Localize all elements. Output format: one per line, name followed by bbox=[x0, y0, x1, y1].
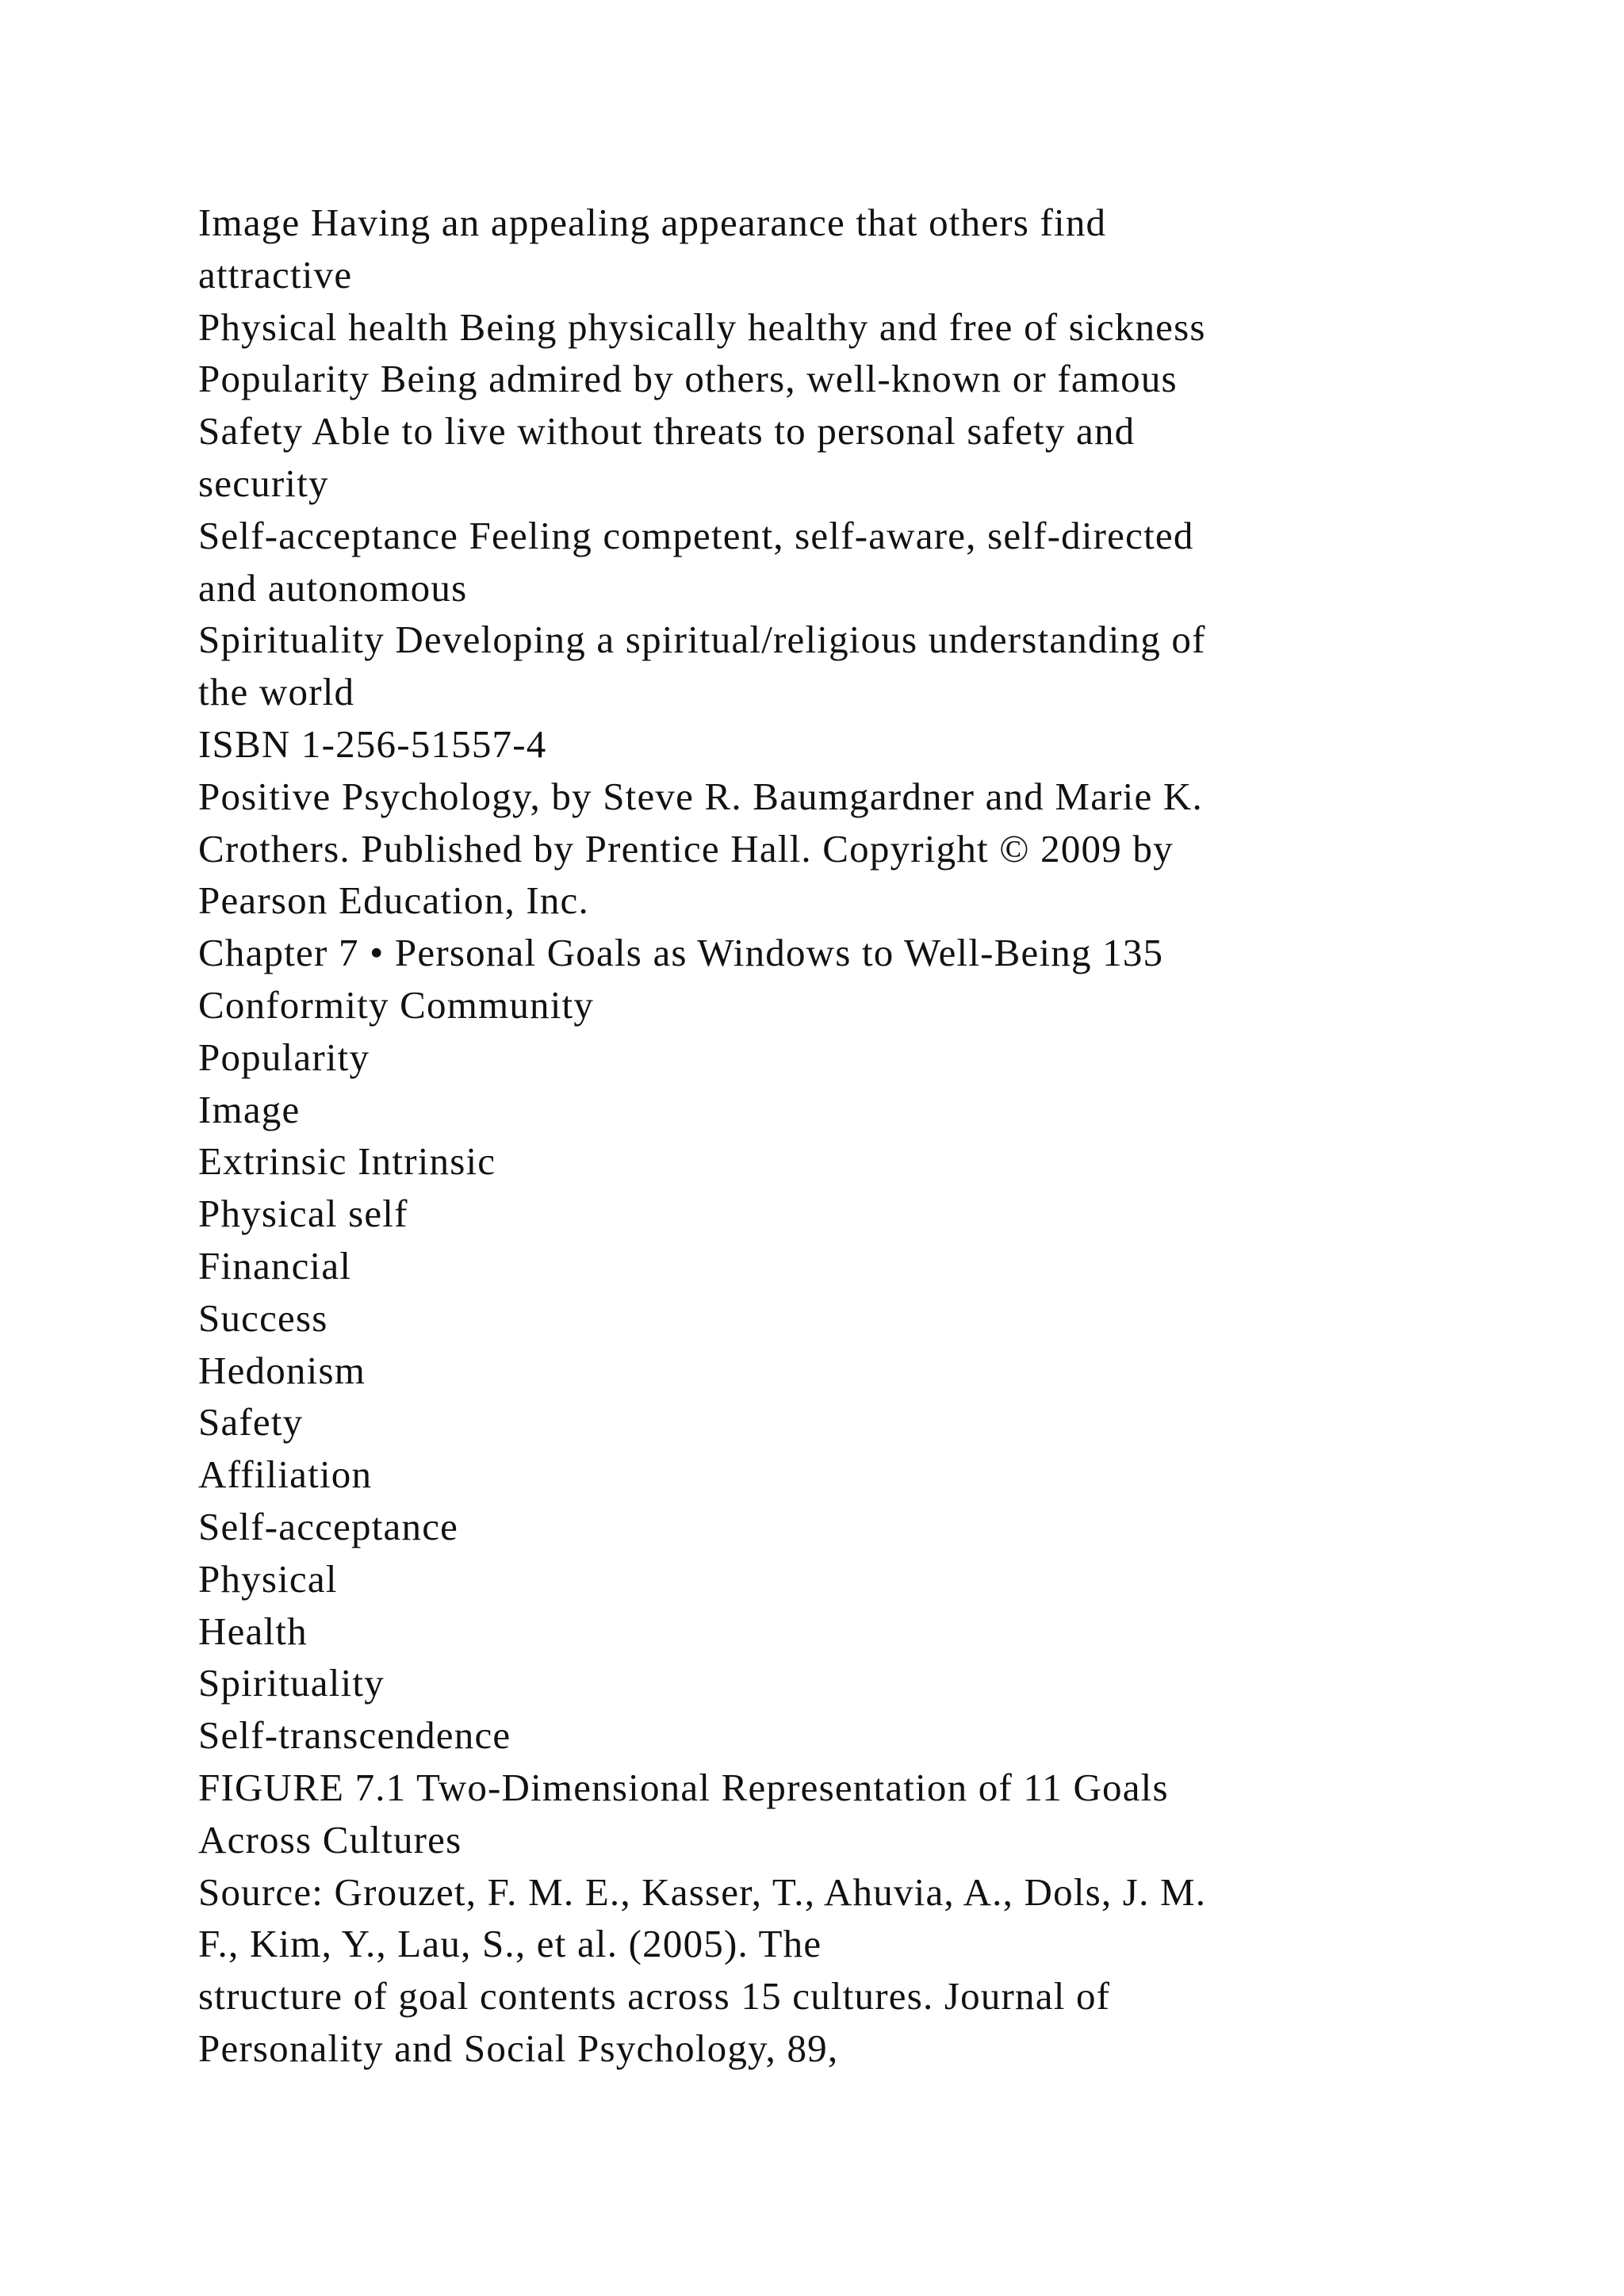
figure-source-cont-3: Personality and Social Psychology, 89, bbox=[198, 2026, 839, 2070]
figure-source-cont-1: F., Kim, Y., Lau, S., et al. (2005). The bbox=[198, 1922, 822, 1966]
text-line-chapter-header: Chapter 7 • Personal Goals as Windows to Well-Being 135 bbox=[198, 931, 1164, 975]
figure-caption: FIGURE 7.1 Two-Dimensional Representation of 11 Goals bbox=[198, 1765, 1169, 1809]
figure-label-spirituality: Spirituality bbox=[198, 1661, 385, 1705]
text-line-goal-image-cont: attractive bbox=[198, 252, 353, 297]
figure-label-hedonism: Hedonism bbox=[198, 1348, 366, 1392]
text-line-goal-self-acceptance: Self-acceptance Feeling competent, self-aware, self-directed bbox=[198, 513, 1194, 557]
figure-label-self-acceptance: Self-acceptance bbox=[198, 1504, 459, 1548]
figure-label-success: Success bbox=[198, 1295, 328, 1340]
figure-label-health: Health bbox=[198, 1609, 308, 1653]
text-line-goal-popularity: Popularity Being admired by others, well-known or famous bbox=[198, 357, 1178, 401]
figure-label-image: Image bbox=[198, 1087, 301, 1131]
figure-source-cont-2: structure of goal contents across 15 cultures. Journal of bbox=[198, 1974, 1111, 2019]
text-line-citation-publisher: Pearson Education, Inc. bbox=[198, 878, 589, 923]
text-line-goal-spirituality-cont: the world bbox=[198, 670, 355, 714]
figure-label-physical: Physical bbox=[198, 1556, 338, 1601]
text-line-citation: Positive Psychology, by Steve R. Baumgardner and Marie K. bbox=[198, 774, 1203, 818]
figure-label-popularity: Popularity bbox=[198, 1035, 370, 1079]
figure-label-self-transcendence: Self-transcendence bbox=[198, 1713, 511, 1758]
text-line-goal-spirituality: Spirituality Developing a spiritual/religious understanding of bbox=[198, 618, 1206, 662]
text-line-isbn: ISBN 1-256-51557-4 bbox=[198, 721, 547, 766]
text-line-citation-cont: Crothers. Published by Prentice Hall. Copyright © 2009 by bbox=[198, 826, 1174, 871]
text-line-goal-self-acceptance-cont: and autonomous bbox=[198, 565, 468, 610]
figure-label-extrinsic-intrinsic: Extrinsic Intrinsic bbox=[198, 1139, 496, 1184]
figure-label-physical-self: Physical self bbox=[198, 1192, 408, 1236]
text-line-goal-safety: Safety Able to live without threats to personal safety and bbox=[198, 409, 1136, 453]
text-line-goal-image: Image Having an appealing appearance that others find bbox=[198, 201, 1107, 244]
figure-label-financial: Financial bbox=[198, 1243, 352, 1288]
figure-label-safety: Safety bbox=[198, 1400, 304, 1445]
text-line-goal-safety-cont: security bbox=[198, 461, 329, 505]
text-line-goal-physical-health: Physical health Being physically healthy and free of sickness bbox=[198, 304, 1206, 349]
figure-source: Source: Grouzet, F. M. E., Kasser, T., Ahuvia, A., Dols, J. M. bbox=[198, 1869, 1207, 1914]
figure-caption-cont: Across Cultures bbox=[198, 1817, 462, 1862]
figure-label-conformity-community: Conformity Community bbox=[198, 982, 595, 1027]
document-text bbox=[198, 197, 1467, 2075]
figure-label-affiliation: Affiliation bbox=[198, 1452, 373, 1497]
